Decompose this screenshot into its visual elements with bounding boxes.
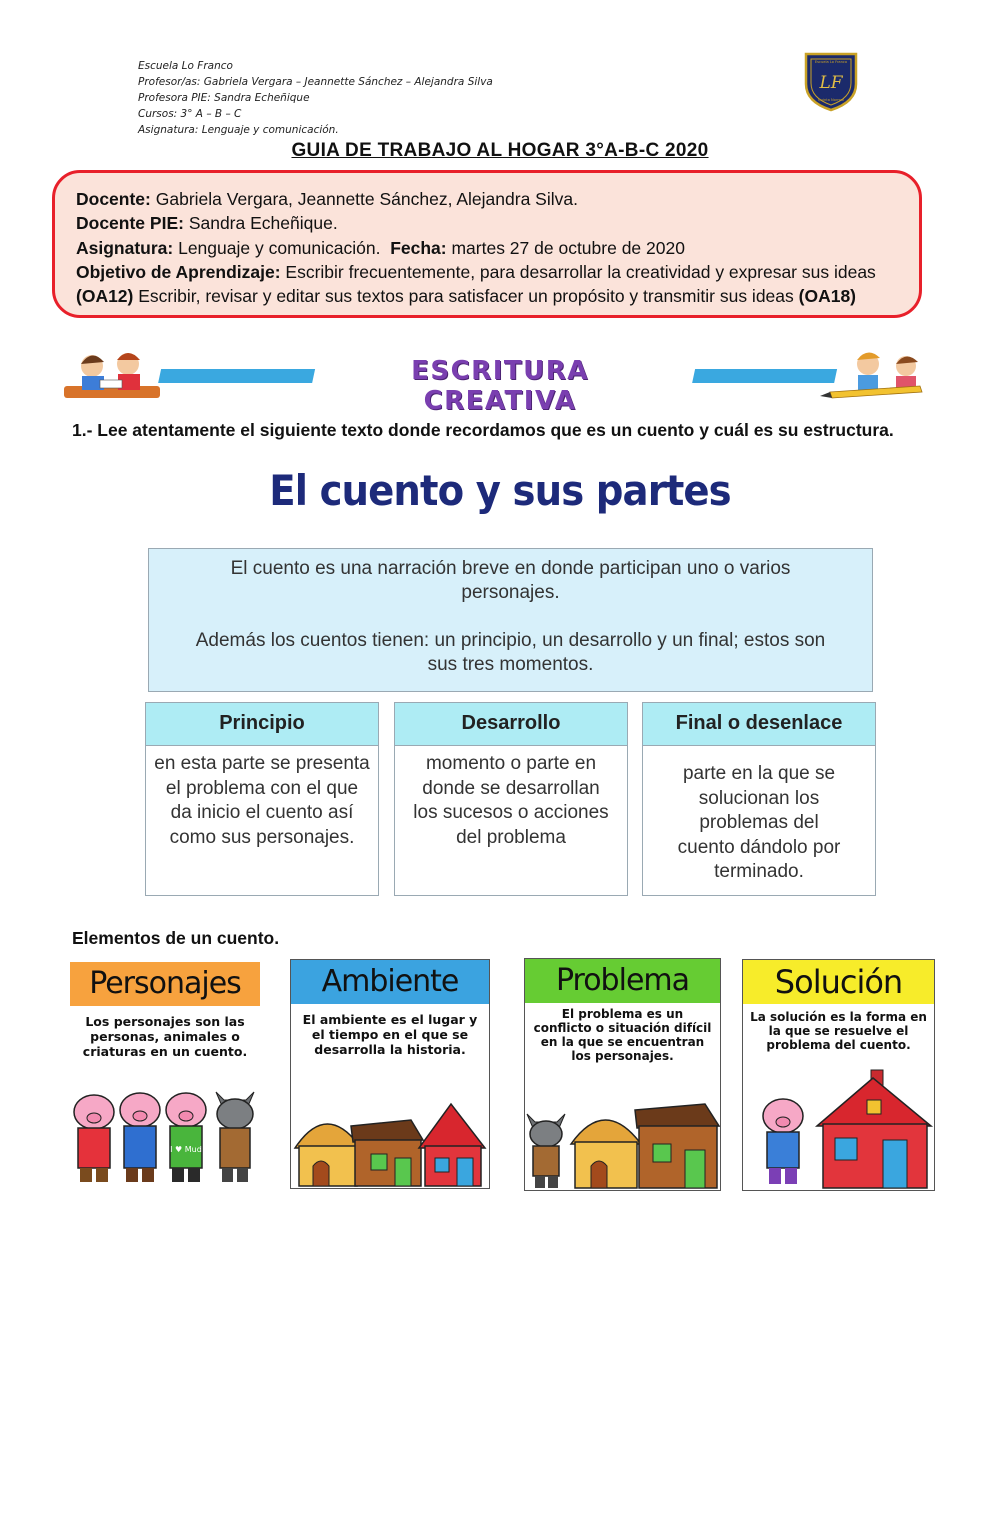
objetivo-value-2: Escribir, revisar y editar sus textos para satisfacer un propósito y transmitir sus ideas	[133, 286, 799, 307]
three-pigs-and-wolf-icon	[70, 1082, 260, 1188]
asignatura-label: Asignatura:	[76, 237, 174, 258]
pie-line	[76, 211, 919, 235]
card-text: La solución es la forma en la que se resuelve el problema del cuento.	[750, 1010, 927, 1052]
teachers-line: Profesor/as: Gabriela Vergara – Jeannette Sánchez – Alejandra Silva	[138, 76, 493, 88]
docente-value: Gabriela Vergara, Jeannette Sánchez, Alejandra Silva.	[150, 189, 578, 209]
logo-ring-top: Escuela Lo Franco	[814, 60, 848, 64]
banner-bar-right	[692, 369, 837, 383]
info-box	[52, 170, 922, 318]
part-title: Principio	[146, 703, 378, 746]
oa12-code: (OA12)	[76, 286, 134, 307]
question-1: 1.- Lee atentamente el siguiente texto donde recordamos que es un cuento y cuál es su estructura.	[72, 420, 894, 440]
element-card-ambiente	[290, 959, 490, 1189]
fecha-label: Fecha:	[390, 237, 447, 258]
wolf-and-houses-icon	[525, 1078, 720, 1190]
part-title: Desarrollo	[395, 703, 627, 746]
school-info	[138, 58, 493, 138]
logo-monogram: LF	[819, 73, 843, 93]
objetivo-block	[76, 260, 911, 309]
part-card-final	[642, 702, 876, 896]
part-text: en esta parte se presenta el problema con el que da inicio el cuento así como sus personajes.	[154, 753, 370, 848]
pig-shirt-label: I ♥ Mud	[170, 1145, 202, 1154]
card-text: Los personajes son las personas, animales o criaturas en un cuento.	[82, 1014, 248, 1059]
card-title: Personajes	[70, 962, 260, 1006]
fecha-value: martes 27 de octubre de 2020	[446, 237, 685, 258]
element-card-problema	[524, 958, 721, 1191]
three-houses-icon	[291, 1078, 489, 1188]
definition-text-1: El cuento es una narración breve en donde participan uno o varios personajes.	[230, 558, 791, 603]
definition-box	[148, 548, 873, 692]
docente-line	[76, 187, 919, 211]
elements-label: Elementos de un cuento.	[72, 928, 280, 948]
card-title: Solución	[743, 960, 934, 1004]
logo-ring-bottom: Quinta Normal	[817, 98, 845, 102]
element-card-personajes	[70, 962, 260, 1188]
guide-title: GUIA DE TRABAJO AL HOGAR 3°A-B-C 2020	[291, 140, 709, 161]
element-card-solucion	[742, 959, 935, 1191]
banner-bar-left	[158, 369, 315, 383]
school-logo-icon	[800, 48, 862, 112]
part-text: momento o parte en donde se desarrollan los sucesos o acciones del problema	[413, 753, 609, 848]
kids-reading-left-icon	[64, 353, 160, 398]
part-card-principio	[145, 702, 379, 896]
card-title: Ambiente	[291, 960, 489, 1004]
banner-title: ESCRITURA CREATIVA	[411, 356, 589, 416]
pie-value: Sandra Echeñique.	[183, 213, 338, 234]
pie-label: Docente PIE:	[76, 213, 184, 234]
card-title: Problema	[525, 959, 720, 1003]
part-title: Final o desenlace	[643, 703, 875, 746]
part-card-desarrollo	[394, 702, 628, 896]
asignatura-line	[76, 236, 919, 260]
subject-line: Asignatura: Lenguaje y comunicación.	[138, 124, 339, 136]
docente-label: Docente:	[76, 189, 151, 209]
cuento-title: El cuento y sus partes	[269, 466, 731, 515]
school-name: Escuela Lo Franco	[138, 60, 233, 72]
definition-text-2: Además los cuentos tienen: un principio, un desarrollo y un final; estos son sus tres momentos.	[195, 630, 826, 675]
oa18-code: (OA18)	[798, 286, 857, 307]
pig-and-brick-house-icon	[743, 1064, 934, 1190]
card-text: El problema es un conflicto o situación difícil en la que se encuentran los personajes.	[533, 1007, 712, 1063]
asignatura-value: Lenguaje y comunicación.	[173, 237, 391, 258]
courses-line: Cursos: 3° A – B – C	[138, 108, 242, 120]
objetivo-label: Objetivo de Aprendizaje:	[76, 261, 281, 282]
pie-teacher-line: Profesora PIE: Sandra Echeñique	[138, 92, 310, 104]
part-text: parte en la que se solucionan los problemas del cuento dándolo por terminado.	[677, 763, 841, 882]
objetivo-value-1: Escribir frecuentemente, para desarrollar la creatividad y expresar sus ideas	[280, 261, 876, 282]
card-text: El ambiente es el lugar y el tiempo en el que se desarrolla la historia.	[302, 1012, 478, 1057]
